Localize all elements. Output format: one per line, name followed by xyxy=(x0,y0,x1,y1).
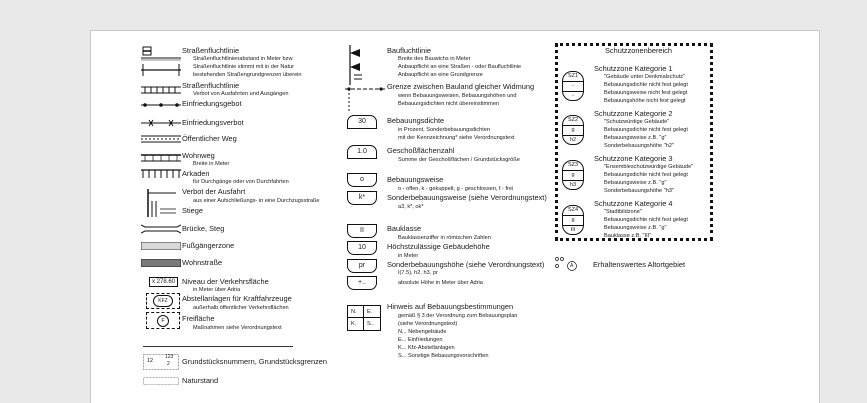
fussgaengerzone-title: Fußgängerzone xyxy=(182,241,235,250)
bauklasse-sub: Bauklassenziffer in römischen Zahlen xyxy=(398,235,491,241)
strassenfluchtlinie2-title: Straßenfluchtlinie xyxy=(182,81,240,90)
hoehe-sub: in Meter xyxy=(398,253,419,259)
gfz-sub: Summe der Geschoßflächen / Grundstücksgröße xyxy=(398,157,520,163)
hoehe-title: Höchstzulässige Gebäudehöhe xyxy=(387,242,490,251)
sz1-top: SZ1 xyxy=(563,72,583,82)
sz3-symbol xyxy=(562,160,584,190)
einfriedungsgebot-symbol xyxy=(141,101,181,109)
gfz-symbol: 1.0 xyxy=(347,145,377,159)
freiflaeche-sub: Maßnahmen siehe Verordnungstext xyxy=(193,325,282,331)
wohnweg-sub: Breite in Meter xyxy=(193,161,230,167)
k3-sub2: Bebauungsdichte nicht fest gelegt xyxy=(604,172,688,178)
wohnstrasse-title: Wohnstraße xyxy=(182,258,223,267)
freiflaeche-symbol xyxy=(146,312,180,329)
k2-sub3: Bebauungsweise z.B. "g" xyxy=(604,135,667,141)
k4-sub3: Bebauungsweise z.B. "g" xyxy=(604,225,667,231)
abstellanlagen-symbol xyxy=(146,293,180,309)
sz1-mid: - xyxy=(563,82,583,92)
sz3-mid: g xyxy=(563,171,583,181)
schutzzonen-box-title: Schutzzonenbereich xyxy=(605,46,672,55)
sonderhoehe-title: Sonderbebauungshöhe (siehe Verordnungstext) xyxy=(387,260,545,269)
abstellanlagen-badge: KFZ xyxy=(153,295,173,307)
k3-sub3: Bebauungsweise z.B. "g" xyxy=(604,180,667,186)
niveau-title: Niveau der Verkehrsfläche xyxy=(182,277,269,286)
abstellanlagen-title: Abstellanlagen für Kraftfahrzeuge xyxy=(182,294,292,303)
k1-sub2: Bebauungsdichte nicht fest gelegt xyxy=(604,82,688,88)
bruecke-title: Brücke, Steg xyxy=(182,224,225,233)
naturstand-symbol xyxy=(143,377,179,385)
k4-title: Schutzzone Kategorie 4 xyxy=(594,199,673,208)
niveau-symbol: x 278.60 xyxy=(149,277,178,287)
niveau-sub: in Meter über Adria xyxy=(193,287,241,293)
sonderweise-title: Sonderbebauungsweise (siehe Verordnungstext) xyxy=(387,193,547,202)
gfz-title: Geschoßflächenzahl xyxy=(387,146,455,155)
grundstueck-n3: 2 xyxy=(167,361,170,367)
sonderweise-symbol: k* xyxy=(347,191,377,205)
hinweis-sub3: N... Nebengebäude xyxy=(398,329,447,335)
grundstueck-n2: 123 xyxy=(165,354,174,360)
hoehe-symbol: 10 xyxy=(347,241,377,255)
hinweis-cell-s: S.. xyxy=(367,321,374,327)
sonderweise-sub: a3, k*, ok* xyxy=(398,204,424,210)
sz4-mid: g xyxy=(563,216,583,226)
hinweis-sub2: (siehe Verordnungstext) xyxy=(398,321,458,327)
k2-sub1: "Schutzwürdige Gebäude" xyxy=(604,119,670,125)
sz4-top: SZ4 xyxy=(563,206,583,216)
baufluchtlinie-title: Baufluchtlinie xyxy=(387,46,431,55)
hinweis-sub4: E... Einfriedungen xyxy=(398,337,443,343)
sz2-mid: g xyxy=(563,126,583,136)
k1-sub3: Bebauungsweise nicht fest gelegt xyxy=(604,90,688,96)
arkaden-sub: für Durchgänge oder von Durchfahrten xyxy=(193,179,289,185)
altortgebiet-symbol-letter: A xyxy=(570,263,574,269)
baufluchtlinie-sub1: Breite des Bauwichs in Meter xyxy=(398,56,471,62)
divider xyxy=(143,346,293,347)
sonderhoehe-sub: I(7.5), h2, h3, pr xyxy=(398,270,438,276)
absolut-sub: absolute Höhe in Meter über Adria xyxy=(398,280,483,286)
verbot-ausfahrt-symbol xyxy=(146,187,180,221)
dichte-title: Bebauungsdichte xyxy=(387,116,445,125)
sonderhoehe-symbol: pr xyxy=(347,259,377,273)
k2-sub4: Sonderbebauungshöhe "h2" xyxy=(604,143,674,149)
baufluchtlinie-symbol xyxy=(346,45,364,85)
hinweis-sub1: gemäß § 3 der Verordnung zum Bebauungsplan xyxy=(398,313,518,319)
grenze-symbol xyxy=(345,83,385,113)
hinweis-cell-e: E. xyxy=(367,309,373,315)
sz4-bot: III xyxy=(570,227,576,233)
arkaden-title: Arkaden xyxy=(182,169,210,178)
fussgaengerzone-symbol xyxy=(141,242,181,250)
sz3-bot: h3 xyxy=(569,182,577,188)
altortgebiet-title: Erhaltenswertes Altortgebiet xyxy=(593,260,686,269)
hinweis-sub5: K... Kfz-Abstellanlagen xyxy=(398,345,455,351)
strassenfluchtlinie-sub1: Straßenfluchtlinienabstand in Meter bzw. xyxy=(193,56,294,62)
verbot-ausfahrt-sub: aus einer Aufschließungs- in eine Durchzugsstraße xyxy=(193,198,320,204)
einfriedungsverbot-symbol xyxy=(141,119,181,127)
dichte-sub2: mit der Kennzeichnung* siehe Verordnungstext xyxy=(398,135,515,141)
sz2-bot: h2 xyxy=(569,137,577,143)
bauklasse-symbol: II xyxy=(347,224,377,238)
grundstueck-n1: 12 xyxy=(147,358,154,364)
sz1-symbol xyxy=(562,71,584,101)
hinweis-cell-n: N. xyxy=(351,309,357,315)
verbot-ausfahrt-title: Verbot der Ausfahrt xyxy=(182,187,246,196)
oeffentlicher-weg-symbol xyxy=(141,135,181,143)
bruecke-symbol xyxy=(141,224,181,234)
dichte-sub1: in Prozent, Sonderbebauungsdichten xyxy=(398,127,491,133)
oeffentlicher-weg-title: Öffentlicher Weg xyxy=(182,134,237,143)
arkaden-symbol xyxy=(141,168,181,180)
k3-sub4: Sonderbebauungshöhe "h3" xyxy=(604,188,674,194)
sz1-bot: - xyxy=(572,93,574,99)
stiege-title: Stiege xyxy=(182,206,203,215)
strassenfluchtlinie-title: Straßenfluchtlinie xyxy=(182,46,240,55)
grenze-sub2: Bebauungsdichten nicht übereinstimmen xyxy=(398,101,500,107)
wohnstrasse-symbol xyxy=(141,259,181,267)
strassenfluchtlinie-sub2: Straßenfluchtlinie stimmt mit in der Natur xyxy=(193,64,295,70)
einfriedungsverbot-title: Einfriedungsverbot xyxy=(182,118,244,127)
baufluchtlinie-sub2: Anbaupflicht an eine Straßen - oder Baufluchtlinie xyxy=(398,64,522,70)
grundstueck-symbol xyxy=(143,354,179,370)
hinweis-symbol xyxy=(347,305,381,331)
sz4-symbol xyxy=(562,205,584,235)
absolut-symbol: +.. xyxy=(347,276,377,290)
einfriedungsgebot-title: Einfriedungsgebot xyxy=(182,99,242,108)
k1-title: Schutzzone Kategorie 1 xyxy=(594,64,673,73)
strassenfluchtlinie-verbot-symbol xyxy=(141,84,181,96)
sz2-symbol xyxy=(562,115,584,145)
legend-page xyxy=(90,30,820,403)
wohnweg-symbol xyxy=(141,153,181,163)
weise-title: Bebauungsweise xyxy=(387,175,444,184)
sz2-top: SZ2 xyxy=(563,116,583,126)
grenze-sub1: wenn Bebauungsweisen, Bebauungshöhen und xyxy=(398,93,517,99)
strassenfluchtlinie-sub3: bestehenden Straßengrundgrenzen überein xyxy=(193,72,302,78)
k1-sub1: "Gebäude unter Denkmalschutz" xyxy=(604,74,686,80)
abstellanlagen-sub: außerhalb öffentlicher Verkehrsflächen xyxy=(193,305,289,311)
altortgebiet-symbol xyxy=(554,256,582,272)
weise-sub: o - offen, k - gekuppelt, g - geschlossen, f - frei xyxy=(398,186,514,192)
naturstand-title: Naturstand xyxy=(182,376,219,385)
hinweis-title: Hinweis auf Bebauungsbestimmungen xyxy=(387,302,514,311)
k4-sub1: "Stadtbildzone" xyxy=(604,209,642,215)
k3-sub1: "Ensembleschutzwürdige Gebäude" xyxy=(604,164,694,170)
grenze-title: Grenze zwischen Bauland gleicher Widmung xyxy=(387,82,535,91)
strassenfluchtlinie2-sub: Verbot von Ausfahrten und Ausgängen xyxy=(193,91,289,97)
dichte-symbol: 30 xyxy=(347,115,377,129)
weise-symbol: o xyxy=(347,173,377,187)
hinweis-sub6: S... Sonstige Bebauungsvorschriften xyxy=(398,353,489,359)
freiflaeche-badge: F xyxy=(157,315,169,327)
k4-sub2: Bebauungsdichte nicht fest gelegt xyxy=(604,217,688,223)
k4-sub4: Bauklasse z.B. "III" xyxy=(604,233,652,239)
k1-sub4: Bebauungshöhe nicht fest gelegt xyxy=(604,98,686,104)
freiflaeche-title: Freifläche xyxy=(182,314,215,323)
grundstueck-title: Grundstücksnummern, Grundstücksgrenzen xyxy=(182,357,328,366)
hinweis-cell-k: K. xyxy=(351,321,357,327)
sz3-top: SZ3 xyxy=(563,161,583,171)
k2-title: Schutzzone Kategorie 2 xyxy=(594,109,673,118)
baufluchtlinie-sub3: Anbaupflicht an eine Grundgrenze xyxy=(398,72,483,78)
k3-title: Schutzzone Kategorie 3 xyxy=(594,154,673,163)
k2-sub2: Bebauungsdichte nicht fest gelegt xyxy=(604,127,688,133)
strassenfluchtlinie-symbol xyxy=(141,46,181,80)
wohnweg-title: Wohnweg xyxy=(182,151,215,160)
bauklasse-title: Bauklasse xyxy=(387,224,422,233)
